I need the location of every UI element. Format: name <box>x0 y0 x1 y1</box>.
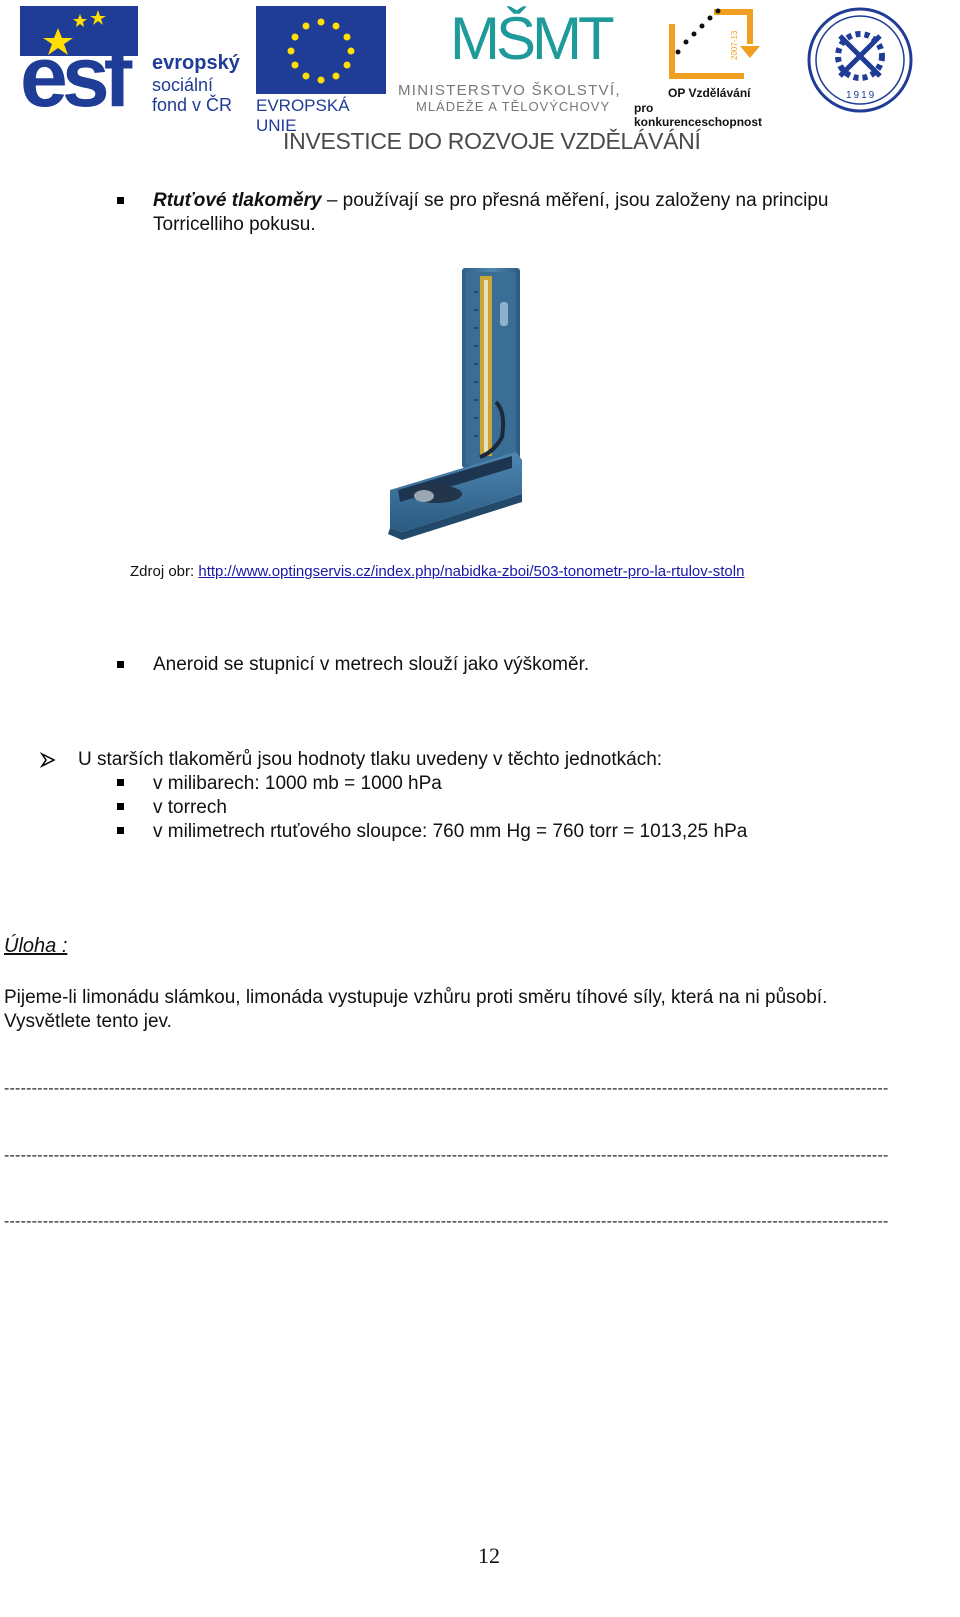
sphygmomanometer-image <box>384 262 529 542</box>
bullet-marker <box>117 779 124 786</box>
bullet-marker <box>117 661 124 668</box>
msmt-line1: MINISTERSTVO ŠKOLSTVÍ, <box>398 82 621 99</box>
units-intro: U starších tlakoměrů jsou hodnoty tlaku uvedeny v těchto jednotkách: <box>78 749 663 770</box>
term-mercury: Rtuťové tlakoměry <box>153 190 322 211</box>
unit-item-mmhg: v milimetrech rtuťového sloupce: 760 mm Hg = 760 torr = 1013,25 hPa <box>153 821 748 842</box>
op-line1: OP Vzdělávání <box>668 86 751 100</box>
unit-item-millibar: v milibarech: 1000 mb = 1000 hPa <box>153 773 442 794</box>
esf-line3: fond v ČR <box>152 95 233 115</box>
eu-label: EVROPSKÁ UNIE <box>256 96 350 135</box>
esf-line1: evropský <box>152 52 240 74</box>
eu-logo <box>256 6 388 135</box>
answer-line: ---------------------------------------------------------------------------------------------------------------------------------------------------------------- <box>4 1213 889 1230</box>
esf-mark: esf <box>20 29 127 125</box>
eu-flag-icon <box>256 6 386 94</box>
bullet-aneroid: Aneroid se stupnicí v metrech slouží jako výškoměr. <box>153 654 590 675</box>
msmt-logo <box>398 4 628 116</box>
op-line2: pro konkurenceschopnost <box>634 101 763 129</box>
msmt-mark: MŠMT <box>450 5 611 72</box>
bullet-marker <box>117 827 124 834</box>
esf-line2: sociální <box>152 75 214 95</box>
msmt-line2: MLÁDEŽE A TĚLOVÝCHOVY <box>416 99 611 114</box>
task-heading: Úloha : <box>4 935 68 957</box>
op-logo <box>634 4 784 129</box>
bullet-mercury-line2: Torricelliho pokusu. <box>153 214 316 235</box>
seal-year: 1919 <box>846 90 877 101</box>
bullet-mercury-text: – používají se pro přesná měření, jsou založeny na principu <box>321 190 829 211</box>
university-seal <box>806 6 916 116</box>
logo-bar <box>0 0 960 160</box>
task-text-line2: Vysvětlete tento jev. <box>4 1011 172 1032</box>
arrow-bullet-icon <box>40 752 56 773</box>
unit-item-torr: v torrech <box>153 797 227 818</box>
bullet-marker <box>117 197 124 204</box>
source-link[interactable]: http://www.optingservis.cz/index.php/nabidka-zboi/503-tonometr-pro-la-rtulov-stoln <box>198 563 745 580</box>
page-number: 12 <box>478 1543 500 1568</box>
bullet-mercury <box>153 189 829 213</box>
task-text-line1: Pijeme-li limonádu slámkou, limonáda vystupuje vzhůru proti směru tíhové síly, která na ni působí. <box>4 987 828 1008</box>
esf-logo <box>20 6 250 125</box>
op-logo-graphic <box>634 4 784 84</box>
answer-line: ---------------------------------------------------------------------------------------------------------------------------------------------------------------- <box>4 1147 889 1164</box>
bullet-marker <box>117 803 124 810</box>
answer-line: ---------------------------------------------------------------------------------------------------------------------------------------------------------------- <box>4 1080 889 1097</box>
tagline: INVESTICE DO ROZVOJE VZDĚLÁVÁNÍ <box>283 128 701 154</box>
caption-prefix: Zdroj obr: <box>130 563 199 580</box>
image-caption <box>130 562 744 582</box>
op-years: 2007-13 <box>730 30 739 60</box>
